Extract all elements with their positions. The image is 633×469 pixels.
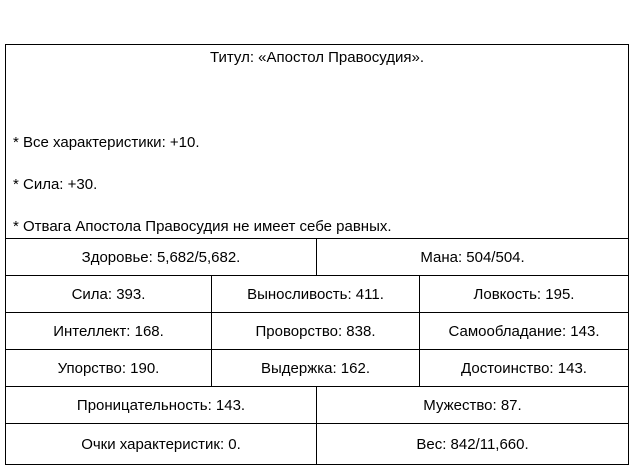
bonus-courage-note: * Отвага Апостола Правосудия не имеет себе равных. bbox=[13, 218, 392, 235]
stat-dignity: Достоинство: 143. bbox=[461, 359, 587, 377]
bonus-strength: * Сила: +30. bbox=[13, 176, 98, 193]
stat-health: Здоровье: 5,682/5,682. bbox=[81, 248, 241, 266]
stat-intellect: Интеллект: 168. bbox=[53, 322, 164, 340]
stat-strength: Сила: 393. bbox=[71, 285, 146, 303]
stat-insight: Проницательность: 143. bbox=[76, 396, 246, 414]
stat-courage: Мужество: 87. bbox=[423, 396, 522, 414]
stat-points: Очки характеристик: 0. bbox=[81, 435, 241, 453]
stat-dexterity: Проворство: 838. bbox=[255, 322, 376, 340]
stat-composure: Самообладание: 143. bbox=[448, 322, 600, 340]
title-stats-table bbox=[5, 44, 629, 465]
stat-mana: Мана: 504/504. bbox=[420, 248, 525, 266]
stat-agility: Ловкость: 195. bbox=[473, 285, 575, 303]
stat-endurance: Выносливость: 411. bbox=[247, 285, 384, 303]
bonus-all-stats: * Все характеристики: +10. bbox=[13, 134, 200, 151]
title-text: Титул: «Апостол Правосудия». bbox=[210, 49, 424, 66]
stat-weight: Вес: 842/11,660. bbox=[416, 435, 529, 453]
stat-stamina: Выдержка: 162. bbox=[260, 359, 371, 377]
stat-persistence: Упорство: 190. bbox=[57, 359, 160, 377]
